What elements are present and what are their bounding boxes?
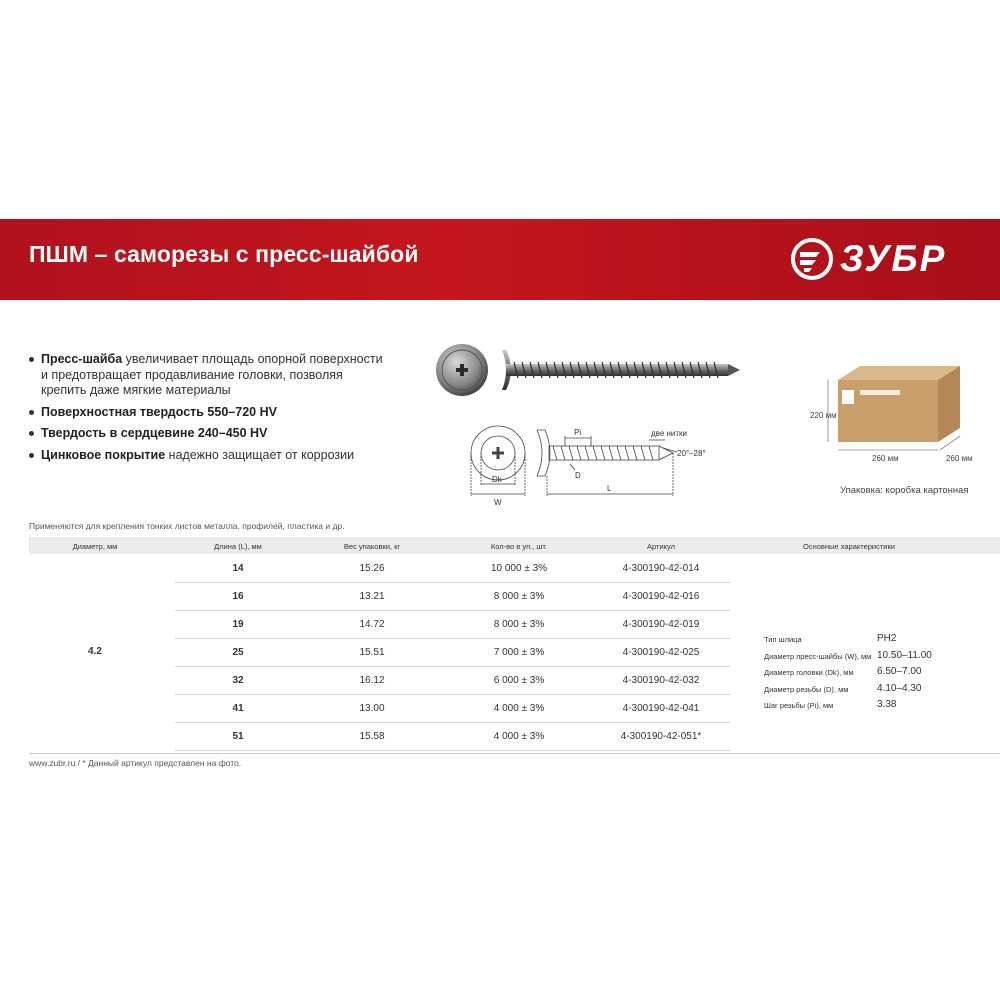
svg-text:220 мм: 220 мм (810, 411, 837, 420)
cell-qty: 4 000 ± 3% (493, 731, 545, 742)
table-row (175, 694, 730, 723)
svg-text:Pi: Pi (574, 428, 582, 437)
spec-table (29, 537, 1000, 754)
header-article: Артикул (647, 542, 675, 551)
cell-weight: 16.12 (359, 675, 385, 686)
header-banner (0, 219, 1000, 300)
usage-note: Применяются для крепления тонких листов металла, профилей, пластика и др. (29, 521, 345, 531)
table-row (175, 582, 730, 611)
cell-weight: 15.58 (359, 731, 385, 742)
zubr-logo-icon (790, 237, 834, 281)
spec-value: 10.50–11.00 (877, 649, 932, 661)
cell-article: 4-300190-42-032 (622, 675, 700, 686)
cell-qty: 6 000 ± 3% (493, 675, 545, 686)
feature-item: Поверхностная твердость 550–720 HV (29, 405, 389, 421)
cell-article: 4-300190-42-025 (622, 647, 700, 658)
cell-qty: 10 000 ± 3% (490, 563, 548, 574)
header-qty: Кол-во в уп., шт. (490, 542, 548, 551)
table-row (175, 666, 730, 695)
cell-article: 4-300190-42-014 (622, 563, 700, 574)
spec-row (764, 699, 994, 716)
svg-text:Dk: Dk (492, 475, 502, 484)
cell-article: 4-300190-42-019 (622, 619, 700, 630)
table-row (175, 722, 730, 751)
cell-weight: 13.00 (359, 703, 385, 714)
feature-item: Твердость в сердцевине 240–450 HV (29, 426, 389, 442)
cell-qty: 4 000 ± 3% (493, 703, 545, 714)
spec-value: 4.10–4.30 (877, 682, 922, 694)
screw-photo (432, 340, 742, 400)
table-row (175, 610, 730, 639)
cell-article: 4-300190-42-016 (622, 591, 700, 602)
spec-value: PH2 (877, 633, 897, 644)
header-length: Длина (L), мм (214, 542, 262, 551)
cell-weight: 14.72 (359, 619, 385, 630)
cell-length: 51 (232, 731, 244, 742)
spec-row (764, 683, 994, 700)
brand-name: ЗУБР (840, 238, 947, 279)
cell-length: 32 (232, 675, 244, 686)
spec-value: 6.50–7.00 (877, 666, 922, 677)
table-body (29, 554, 1000, 754)
cell-length: 41 (232, 703, 244, 714)
spec-row (764, 650, 994, 667)
technical-drawing (465, 418, 715, 508)
cell-qty: 7 000 ± 3% (493, 647, 545, 658)
cell-article: 4-300190-42-051* (620, 731, 702, 742)
spec-row (764, 633, 994, 650)
footer-note: www.zubr.ru / * Данный артикул представлен на фото. (29, 758, 242, 768)
cell-length: 14 (232, 563, 244, 574)
spec-label: Тип шлица (764, 635, 802, 644)
cell-weight: 15.51 (359, 647, 385, 658)
spec-label: Диаметр головки (Dk), мм (764, 668, 854, 677)
cell-qty: 8 000 ± 3% (493, 619, 545, 630)
cell-article: 4-300190-42-041 (622, 703, 700, 714)
diameter-value: 4.2 (88, 646, 102, 657)
cell-length: 19 (232, 619, 244, 630)
cell-length: 25 (232, 647, 244, 658)
cell-weight: 15.26 (359, 563, 385, 574)
svg-text:260 мм: 260 мм (946, 454, 973, 463)
table-row (175, 554, 730, 583)
spec-value: 3.38 (877, 699, 897, 710)
page-title: ПШМ – саморезы с пресс-шайбой (29, 241, 419, 267)
svg-text:260 мм: 260 мм (872, 454, 899, 463)
svg-text:L: L (607, 484, 612, 493)
table-row (175, 638, 730, 667)
spec-label: Диаметр резьбы (D), мм (764, 684, 849, 694)
spec-label: Шаг резьбы (Pi), мм (764, 701, 834, 710)
spec-row (764, 666, 994, 683)
table-header (29, 537, 1000, 554)
svg-text:W: W (494, 498, 502, 507)
cell-qty: 8 000 ± 3% (493, 591, 545, 602)
package-caption: Упаковка: коробка картонная (840, 485, 969, 496)
main-specs (764, 633, 994, 716)
cell-length: 16 (232, 591, 244, 602)
feature-item: Пресс-шайба увеличивает площадь опорной поверхности и предотвращает продавливание головки, позволяя крепить даже мягкие материалы (29, 352, 389, 399)
header-diameter: Диаметр, мм (72, 542, 118, 551)
cell-weight: 13.21 (359, 591, 385, 602)
package-box-image (810, 360, 980, 465)
svg-text:две нитки: две нитки (651, 429, 688, 438)
brand-logo (790, 237, 980, 281)
header-specs: Основные характеристики (803, 542, 895, 551)
spec-label: Диаметр пресс-шайбы (W), мм (764, 651, 872, 661)
feature-item: Цинковое покрытие надежно защищает от коррозии (29, 448, 389, 464)
svg-text:20°–28°: 20°–28° (677, 449, 706, 458)
header-weight: Вес упаковки, кг (343, 542, 401, 551)
feature-list (29, 352, 389, 469)
svg-text:D: D (575, 471, 581, 480)
